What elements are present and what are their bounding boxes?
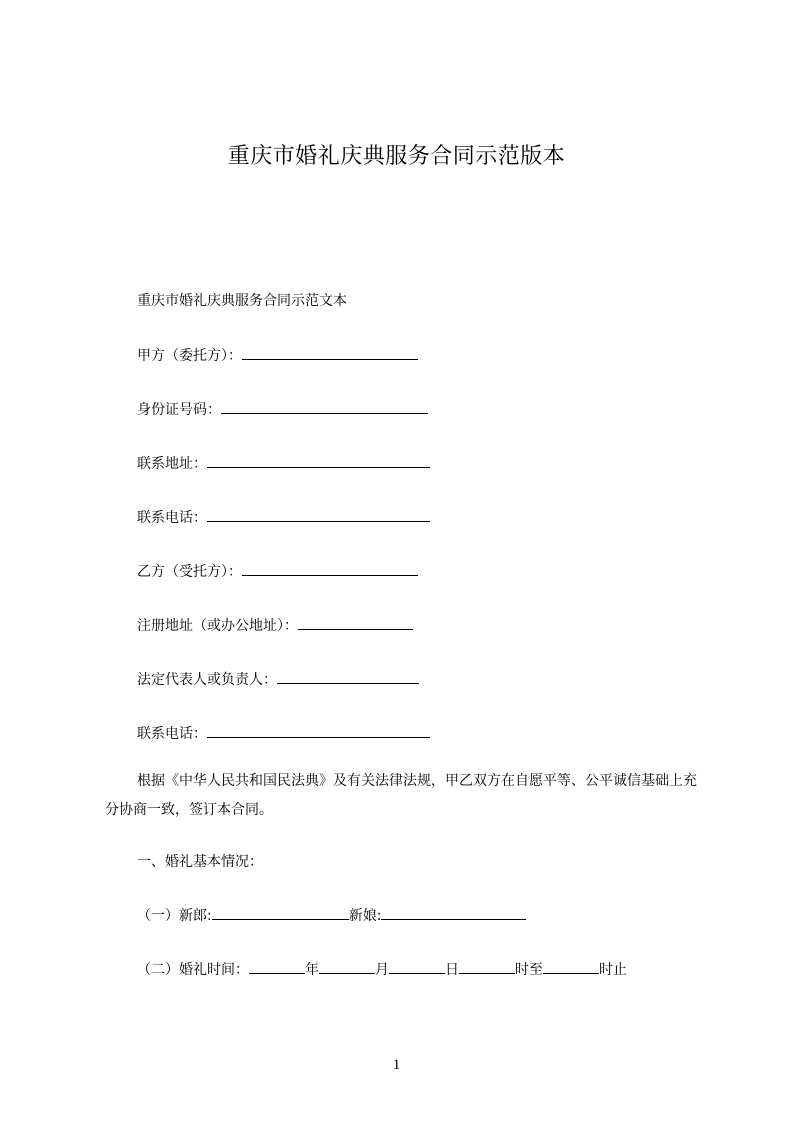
day-label: 日 (445, 962, 459, 978)
document-subtitle: 重庆市婚礼庆典服务合同示范文本 (137, 293, 347, 309)
party-b-field (137, 561, 418, 582)
id-number-label: 身份证号码： (137, 402, 221, 418)
phone-a-label: 联系电话： (137, 510, 207, 526)
phone-b-blank[interactable] (207, 723, 430, 738)
document-title: 重庆市婚礼庆典服务合同示范版本 (227, 144, 566, 169)
registered-address-field (137, 615, 413, 636)
hour-to-blank[interactable] (543, 959, 599, 974)
party-b-blank[interactable] (242, 561, 418, 576)
phone-b-field (137, 723, 430, 744)
address-label: 联系地址： (137, 456, 207, 472)
phone-a-field (137, 507, 430, 528)
wedding-time-field (137, 959, 627, 980)
wedding-time-label: （二）婚礼时间： (137, 962, 249, 978)
groom-blank[interactable] (212, 905, 349, 920)
bride-label: 新娘: (348, 908, 382, 924)
day-blank[interactable] (389, 959, 445, 974)
month-blank[interactable] (319, 959, 375, 974)
year-label: 年 (305, 962, 319, 978)
year-blank[interactable] (249, 959, 305, 974)
id-number-field (137, 399, 428, 420)
month-label: 月 (375, 962, 389, 978)
hour-to-label: 时止 (599, 962, 627, 978)
section-1-heading: 一、婚礼基本情况： (137, 854, 263, 870)
id-number-blank[interactable] (221, 399, 428, 414)
legal-rep-label: 法定代表人或负责人： (137, 672, 277, 688)
groom-bride-field (137, 905, 526, 926)
phone-a-blank[interactable] (207, 507, 430, 522)
hour-from-blank[interactable] (459, 959, 515, 974)
groom-label: （一）新郎: (137, 908, 212, 924)
phone-b-label: 联系电话： (137, 726, 207, 742)
hour-from-label: 时至 (515, 962, 543, 978)
legal-rep-field (137, 669, 419, 690)
party-a-blank[interactable] (242, 345, 418, 360)
intro-paragraph: 根据《中华人民共和国民法典》及有关法律法规，甲乙双方在自愿平等、公平诚信基础上充分协商一致，签订本合同。 (105, 773, 697, 818)
address-field (137, 453, 430, 474)
bride-blank[interactable] (381, 905, 526, 920)
address-blank[interactable] (207, 453, 430, 468)
registered-address-label: 注册地址（或办公地址）： (137, 618, 298, 634)
party-a-field (137, 345, 418, 366)
party-b-label: 乙方（受托方）： (137, 564, 242, 580)
party-a-label: 甲方（委托方）： (137, 348, 242, 364)
registered-address-blank[interactable] (298, 615, 413, 630)
page-number: 1 (392, 1057, 401, 1073)
legal-rep-blank[interactable] (277, 669, 419, 684)
